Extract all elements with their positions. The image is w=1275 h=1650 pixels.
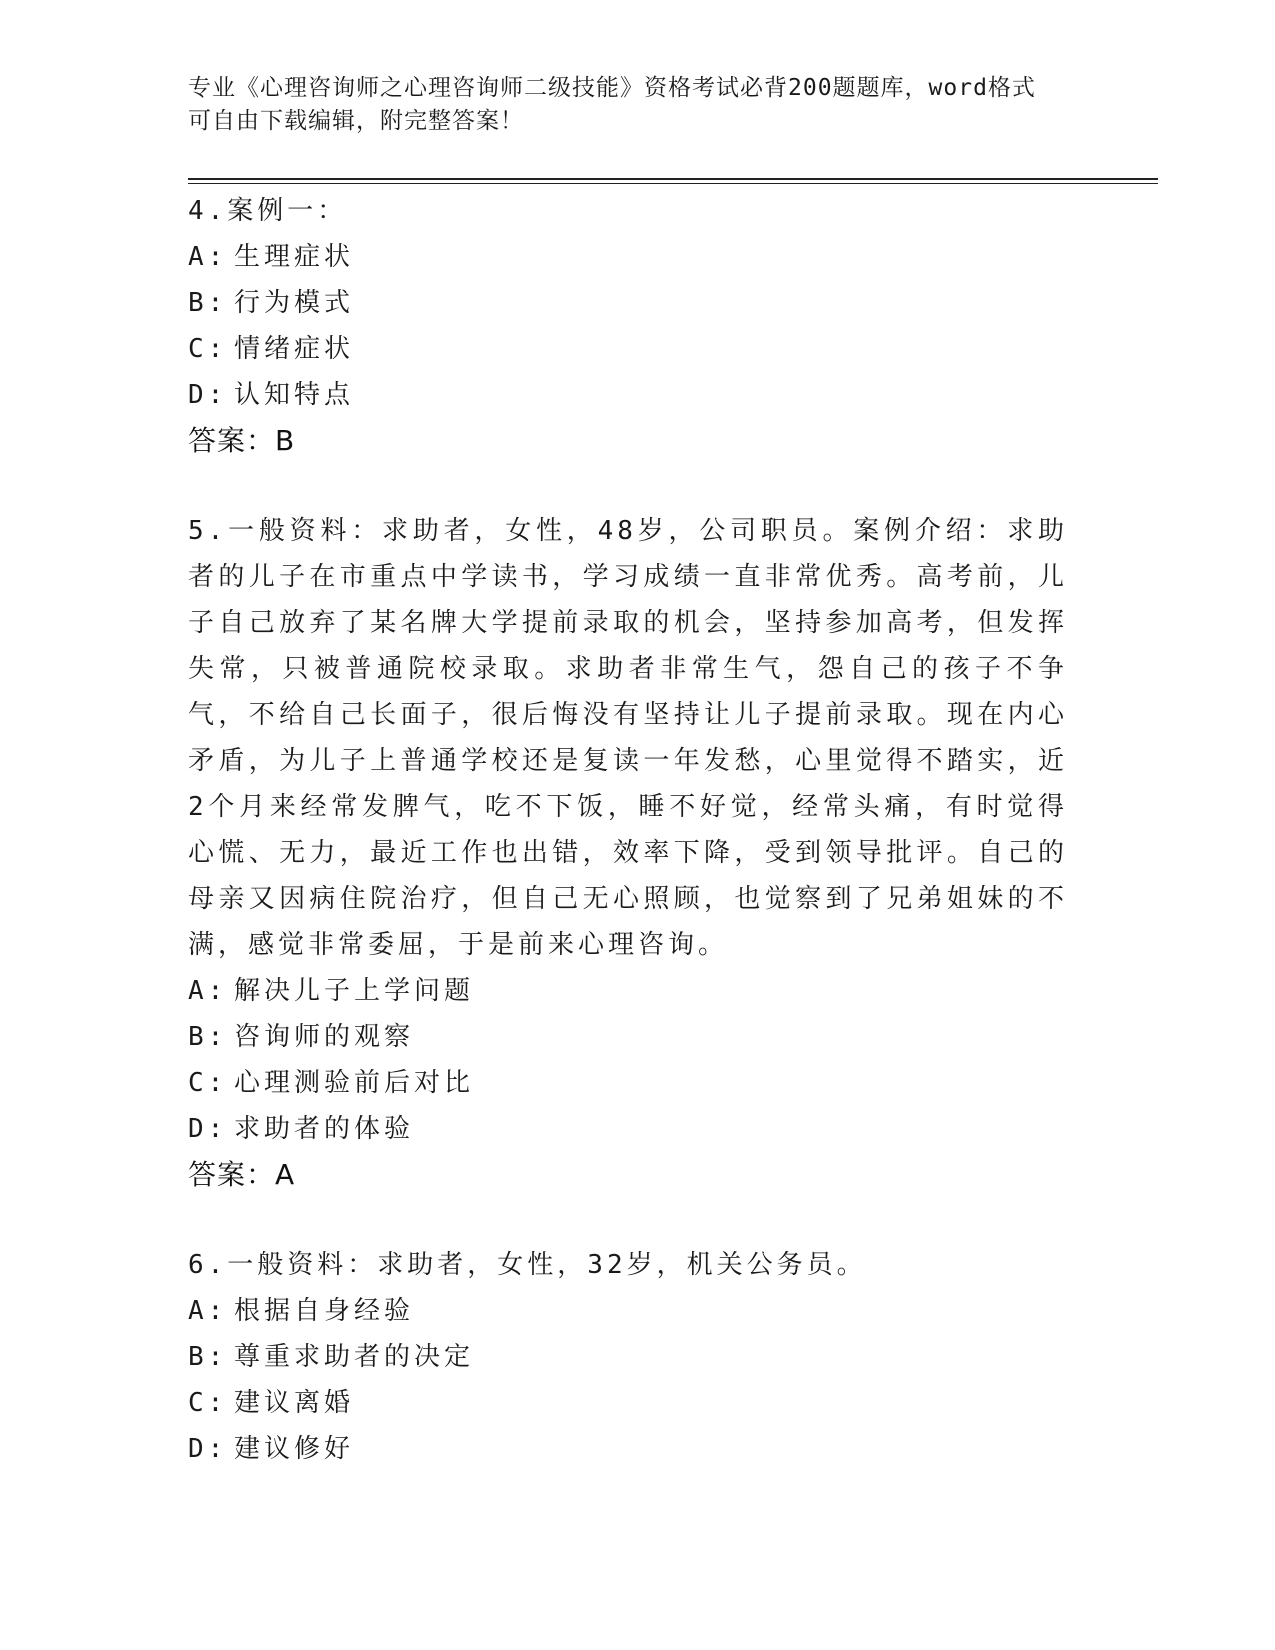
option-key: D: — [188, 1114, 228, 1144]
option-c — [188, 326, 1068, 372]
option-key: A: — [188, 976, 228, 1006]
option-text: 生理症状 — [234, 242, 355, 272]
option-key: A: — [188, 242, 228, 272]
header-line-2: 可自由下载编辑，附完整答案！ — [188, 108, 524, 134]
question-spacer — [188, 464, 1068, 508]
option-d — [188, 1106, 1068, 1152]
option-text: 情绪症状 — [234, 334, 355, 364]
option-d — [188, 372, 1068, 418]
option-text: 咨询师的观察 — [234, 1022, 415, 1052]
question-6 — [188, 1242, 1068, 1472]
option-text: 心理测验前后对比 — [234, 1068, 475, 1098]
option-a — [188, 234, 1068, 280]
option-key: A: — [188, 1296, 228, 1326]
question-spacer — [188, 1198, 1068, 1242]
question-stem: 4.案例一： — [188, 196, 348, 226]
option-key: B: — [188, 288, 228, 318]
option-b — [188, 280, 1068, 326]
question-5 — [188, 508, 1068, 1198]
option-text: 建议离婚 — [234, 1388, 355, 1418]
option-text: 行为模式 — [234, 288, 355, 318]
option-key: B: — [188, 1342, 228, 1372]
option-key: D: — [188, 380, 228, 410]
option-c — [188, 1060, 1068, 1106]
answer-line: 答案：A — [188, 1158, 296, 1191]
question-4 — [188, 188, 1068, 464]
option-text: 求助者的体验 — [234, 1114, 415, 1144]
question-stem: 6.一般资料：求助者，女性，32岁，机关公务员。 — [188, 1250, 867, 1280]
option-text: 解决儿子上学问题 — [234, 976, 475, 1006]
header-line-1: 专业《心理咨询师之心理咨询师二级技能》资格考试必背200题题库，word格式 — [188, 75, 1036, 101]
option-b — [188, 1014, 1068, 1060]
option-a — [188, 968, 1068, 1014]
option-key: B: — [188, 1022, 228, 1052]
question-stem: 5.一般资料：求助者，女性，48岁，公司职员。案例介绍：求助者的儿子在市重点中学读书，学习成绩一直非常优秀。高考前，儿子自己放弃了某名牌大学提前录取的机会，坚持参加高考，但发挥失常，只被普通院校录取。求助者非常生气，怨自己的孩子不争气，不给自己长面子，很后悔没有坚持让儿子提前录取。现在内心矛盾，为儿子上普通学校还是复读一年发愁，心里觉得不踏实，近2个月来经常发脾气，吃不下饭，睡不好觉，经常头痛，有时觉得心慌、无力，最近工作也出错，效率下降，受到领导批评。自己的母亲又因病住院治疗，但自己无心照顾，也觉察到了兄弟姐妹的不满，感觉非常委屈，于是前来心理咨询。 — [188, 516, 1068, 960]
option-text: 建议修好 — [234, 1434, 355, 1464]
option-a — [188, 1288, 1068, 1334]
document-header — [188, 72, 1068, 138]
option-key: C: — [188, 1068, 228, 1098]
option-key: C: — [188, 334, 228, 364]
option-text: 认知特点 — [234, 380, 355, 410]
header-rule-thin — [188, 183, 1158, 184]
answer-line: 答案：B — [188, 424, 296, 457]
option-d — [188, 1426, 1068, 1472]
option-key: C: — [188, 1388, 228, 1418]
header-rule-thick — [188, 178, 1158, 180]
option-b — [188, 1334, 1068, 1380]
option-text: 根据自身经验 — [234, 1296, 415, 1326]
question-list — [188, 188, 1068, 1472]
option-c — [188, 1380, 1068, 1426]
option-text: 尊重求助者的决定 — [234, 1342, 475, 1372]
option-key: D: — [188, 1434, 228, 1464]
